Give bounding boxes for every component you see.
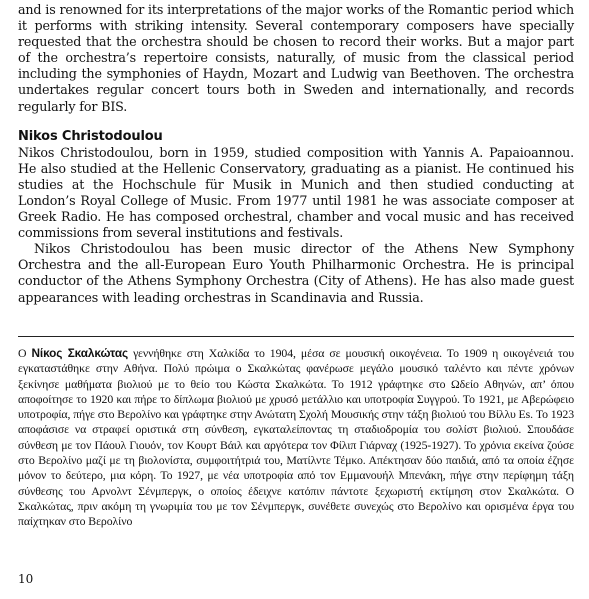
greek-article: Ο	[18, 346, 32, 360]
christodoulou-bio-paragraph-1: Nikos Christodoulou, born in 1959, studied composition with Yannis A. Papaioannou. He also studied at the Hellenic Conservatory, graduating as a pianist. He continued his studies at the Hochschule für Musik in Munich and then studied conducting at London’s Royal College of Music. From 1977 until 1981 he was associate composer at Greek Radio. He has composed orchestral, chamber and vocal music and has received commissions from several institutions and festivals.	[18, 144, 574, 241]
greek-section	[18, 346, 574, 530]
page-number: 10	[18, 572, 34, 586]
skalkotas-bio-paragraph	[18, 346, 574, 530]
english-section	[18, 2, 574, 306]
skalkotas-name: Νίκος Σκαλκώτας	[31, 346, 129, 360]
christodoulou-bio-paragraph-2: Nikos Christodoulou has been music director of the Athens New Symphony Orchestra and the all-European Euro Youth Philharmonic Orchestra. He is principal conductor of the Athens Symphony Orchestra (City of Athens). He has also made guest appearances with leading orchestras in Scandinavia and Russia.	[18, 241, 574, 305]
orchestra-paragraph: and is renowned for its interpretations of the major works of the Romantic period which it performs with striking intensity. Several contemporary composers have specially requested that the orchestra should be chosen to record their works. But a major part of the orchestra’s repertoire consists, naturally, of music from the classical period including the symphonies of Haydn, Mozart and Ludwig van Beethoven. The orchestra undertakes regular concert tours both in Sweden and internationally, and records regularly for BIS.	[18, 2, 575, 114]
section-divider	[18, 336, 574, 337]
skalkotas-bio-text: γεννήθηκε στη Χαλκίδα το 1904, μέσα σε μουσική οικογένεια. Το 1909 η οικογένειά του εγκαταστάθηκε στην Αθήνα. Πολύ πρώιμα ο Σκαλκώτας φανέρωσε μεγάλο μουσικό ταλέντο και πέντε χρόνων ξεκίνησε μαθήματα βιολιού με το θείο του Κώστα Σκαλκώτα. Το 1912 γράφτηκε στο Ωδείο Αθηνών, απ’ όπου αποφοίτησε το 1920 και πήρε το δίπλωμα βιολιού με χρυσό μετάλλιο και υποτροφία Συγγρού. Το 1921, με Αβερώφειο υποτροφία, πήγε στο Βερολίνο και γράφτηκε στην Ανώτατη Σχολή Μουσικής στην τάξη βιολιού του Βίλλυ Es. Το 1923 αποφάσισε να στραφεί οριστικά στη σύνθεση, εγκαταλείποντας τη σταδιοδρομία του σολίστ βιολιού. Σπουδάσε σύνθεση με τον Πάουλ Γιουόν, τον Κουρτ Βάιλ και αργότερα τον Φίλιπ Γιάρναχ (1925-1927). Το χρόνια εκείνα ζούσε στο Βερολίνο μαζί με τη βιολονίστα, συμφοιτήτριά του, Ματίλντε Τέμκο. Απέκτησαν δύο παιδιά, από τα οποία έζησε μόνον το δεύτερο, μια κόρη. Το 1927, με νέα υποτροφία από τον Εμμανουήλ Μπενάκη, πήγε στην περίφημη τάξη σύνθεσης του Αρνολντ Σένμπεργκ, ο οποίος έδειχνε κατόπιν πάντοτε ξεχωριστή εκτίμηση στον Σκαλκώτα. Ο Σκαλκώτας, πριν ακόμη τη γνωριμία του με τον Σένμπεργκ, συνέθετε συνεχώς στο Βερολίνο και ορισμένα έργα του παίχτηκαν στο Βερολίνο	[18, 346, 574, 529]
christodoulou-heading: Nikos Christodoulou	[18, 128, 163, 144]
